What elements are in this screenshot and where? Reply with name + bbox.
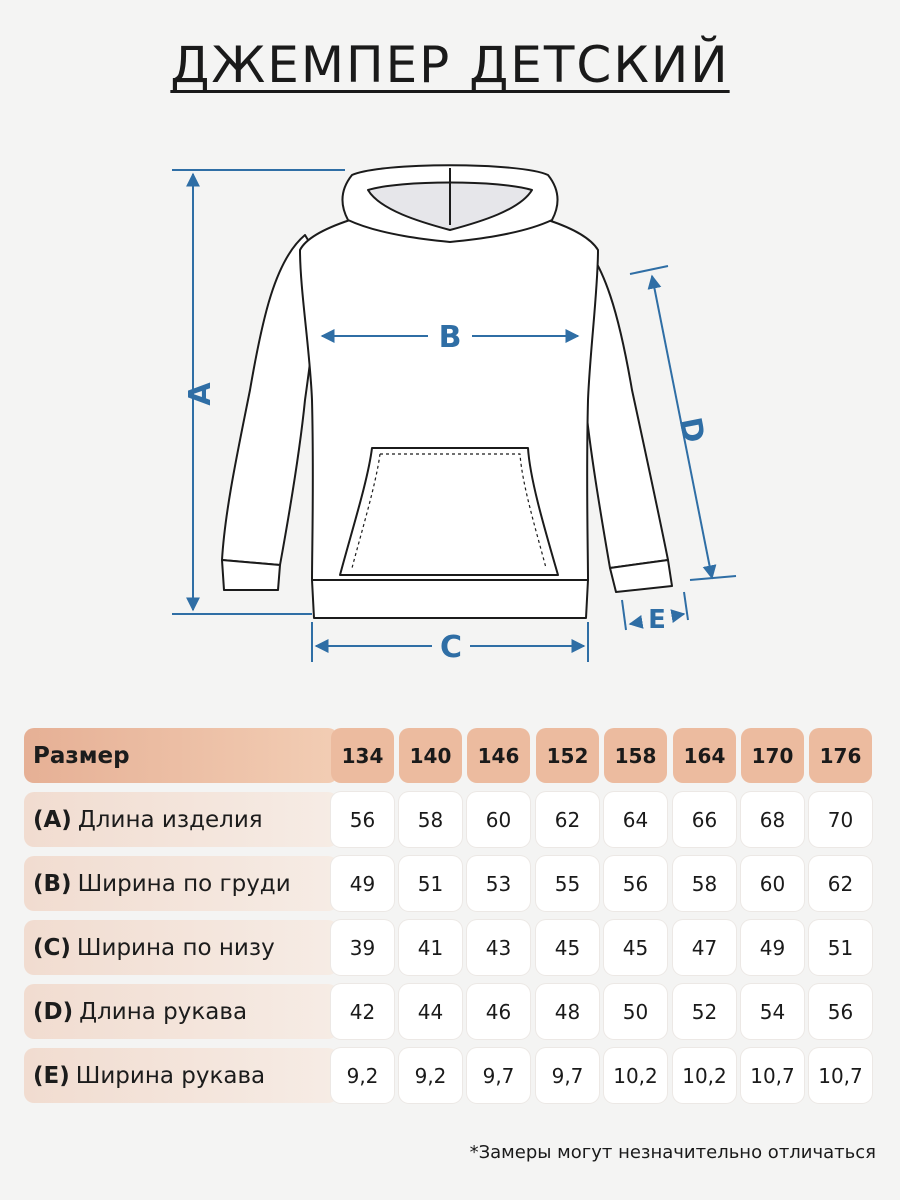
table-cell: 51 [399,856,462,911]
measure-code: (C) [33,934,71,961]
dimension-label-c: C [439,630,463,665]
table-cell: 49 [331,856,394,911]
table-cell: 60 [741,856,804,911]
table-cell: 43 [467,920,530,975]
size-header-cell: 176 [809,728,872,783]
dimension-label-d: D [671,414,711,446]
table-cell: 49 [741,920,804,975]
table-cell: 56 [331,792,394,847]
table-cell: 41 [399,920,462,975]
table-cell: 45 [604,920,667,975]
dimension-label-e: E [648,605,666,635]
table-cell: 10,7 [741,1048,804,1103]
size-header-cell: 134 [331,728,394,783]
table-cell: 56 [809,984,872,1039]
table-cell: 70 [809,792,872,847]
hoodie-drawing [222,165,672,618]
table-cell: 53 [467,856,530,911]
measure-name: Ширина рукава [75,1062,266,1089]
table-cell: 47 [673,920,736,975]
dimension-label-b: B [438,320,462,355]
table-cell: 54 [741,984,804,1039]
table-cell: 62 [536,792,599,847]
table-cell: 64 [604,792,667,847]
measure-code: (D) [33,998,74,1025]
table-cell: 48 [536,984,599,1039]
table-cell: 55 [536,856,599,911]
table-cell: 68 [741,792,804,847]
table-cell: 51 [809,920,872,975]
size-header-cell: 158 [604,728,667,783]
table-cell: 10,2 [604,1048,667,1103]
measure-code: (B) [33,870,72,897]
size-header-cell: 170 [741,728,804,783]
table-cell: 45 [536,920,599,975]
size-header-cell: 146 [467,728,530,783]
table-cell: 42 [331,984,394,1039]
measure-label [24,1048,338,1103]
table-cell: 58 [399,792,462,847]
measure-name: Длина изделия [77,806,263,833]
size-header-cell: 152 [536,728,599,783]
measure-name: Длина рукава [79,998,248,1025]
table-cell: 58 [673,856,736,911]
measure-label [24,920,338,975]
table-cell: 10,2 [673,1048,736,1103]
measure-label [24,792,338,847]
hoodie-diagram [0,150,900,690]
table-cell: 9,7 [536,1048,599,1103]
table-cell: 62 [809,856,872,911]
table-cell: 9,7 [467,1048,530,1103]
measure-code: (A) [33,806,72,833]
measure-name: Ширина по груди [77,870,291,897]
page-title: ДЖЕМПЕР ДЕТСКИЙ [170,36,730,94]
size-header-cell: 164 [673,728,736,783]
measure-code: (E) [33,1062,70,1089]
table-cell: 50 [604,984,667,1039]
measure-label [24,984,338,1039]
table-cell: 52 [673,984,736,1039]
table-cell: 66 [673,792,736,847]
size-header-label: Размер [24,728,338,783]
measurement-note: *Замеры могут незначительно отличаться [469,1142,876,1163]
table-cell: 56 [604,856,667,911]
table-cell: 46 [467,984,530,1039]
table-cell: 10,7 [809,1048,872,1103]
measure-name: Ширина по низу [76,934,275,961]
table-cell: 9,2 [331,1048,394,1103]
table-cell: 39 [331,920,394,975]
dimension-label-a: A [183,382,218,406]
table-cell: 9,2 [399,1048,462,1103]
table-cell: 44 [399,984,462,1039]
table-cell: 60 [467,792,530,847]
measure-label [24,856,338,911]
size-header-cell: 140 [399,728,462,783]
